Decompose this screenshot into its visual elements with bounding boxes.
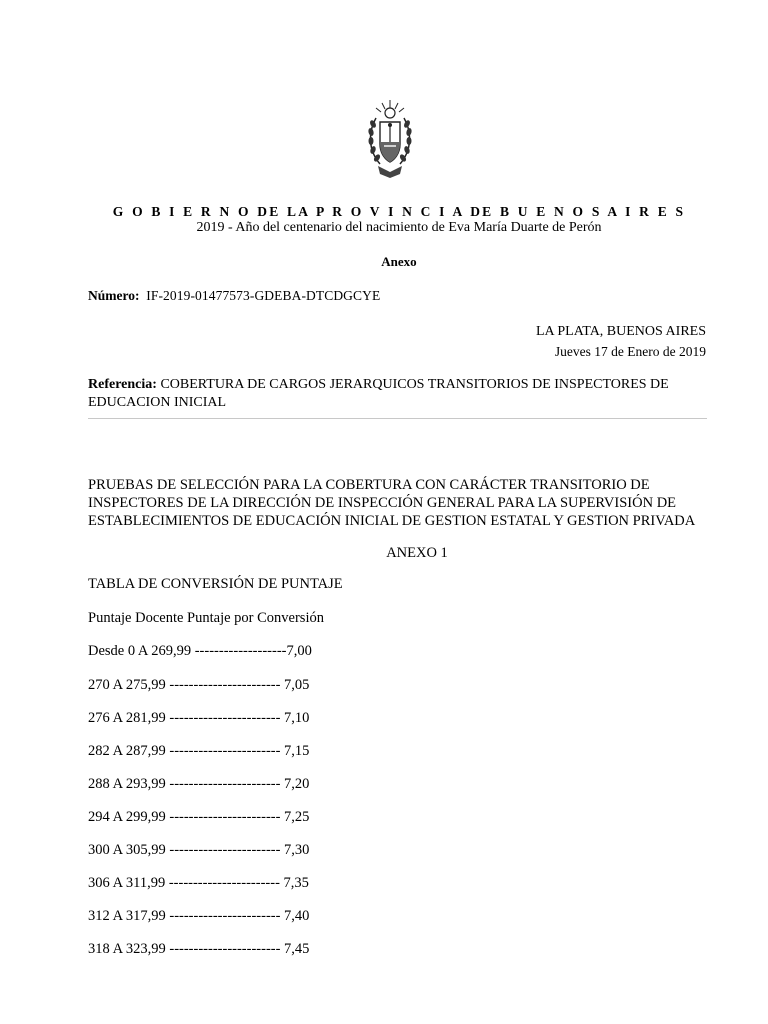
coat-of-arms-icon	[366, 98, 414, 182]
table-row: Desde 0 A 269,99 -------------------7,00	[88, 643, 312, 659]
reference-label: Referencia:	[88, 377, 157, 392]
table-row: 288 A 293,99 ----------------------- 7,20	[88, 776, 310, 792]
government-heading: G O B I E R N O DE LA P R O V I N C I A DE B U E N O S A I R E S	[112, 204, 686, 219]
table-row: 282 A 287,99 ----------------------- 7,15	[88, 743, 310, 759]
number-label: Número:	[88, 288, 140, 303]
table-row: 276 A 281,99 ----------------------- 7,10	[88, 710, 310, 726]
number-value: IF-2019-01477573-GDEBA-DTCDGCYE	[146, 288, 381, 303]
annex-heading: ANEXO 1	[386, 545, 448, 561]
selection-paragraph: PRUEBAS DE SELECCIÓN PARA LA COBERTURA CON CARÁCTER TRANSITORIO DE INSPECTORES DE LA DIRECCIÓN DE INSPECCIÓN GENERAL PARA LA SUPERVISIÓN DE ESTABLECIMIENTOS DE EDUCACIÓN INICIAL DE GESTION ESTATAL Y GESTION PRIVADA	[88, 477, 696, 529]
table-row: 294 A 299,99 ----------------------- 7,25	[88, 809, 310, 825]
document-number	[88, 288, 380, 304]
table-header: Puntaje Docente Puntaje por Conversión	[88, 610, 324, 626]
table-row: 270 A 275,99 ----------------------- 7,05	[88, 677, 310, 693]
table-row: 306 A 311,99 ----------------------- 7,35	[88, 875, 309, 891]
table-row: 300 A 305,99 ----------------------- 7,30	[88, 842, 310, 858]
header-divider	[88, 418, 707, 419]
document-place: LA PLATA, BUENOS AIRES	[535, 324, 706, 339]
document-date: Jueves 17 de Enero de 2019	[554, 344, 706, 359]
table-row: 318 A 323,99 ----------------------- 7,45	[88, 941, 310, 957]
document-type: Anexo	[381, 254, 417, 269]
reference	[88, 376, 713, 412]
table-row: 312 A 317,99 ----------------------- 7,40	[88, 908, 310, 924]
year-motto: 2019 - Año del centenario del nacimiento de Eva María Duarte de Perón	[196, 220, 602, 235]
reference-value: COBERTURA DE CARGOS JERARQUICOS TRANSITORIOS DE INSPECTORES DE EDUCACION INICIAL	[88, 377, 669, 410]
table-title: TABLA DE CONVERSIÓN DE PUNTAJE	[88, 576, 343, 592]
